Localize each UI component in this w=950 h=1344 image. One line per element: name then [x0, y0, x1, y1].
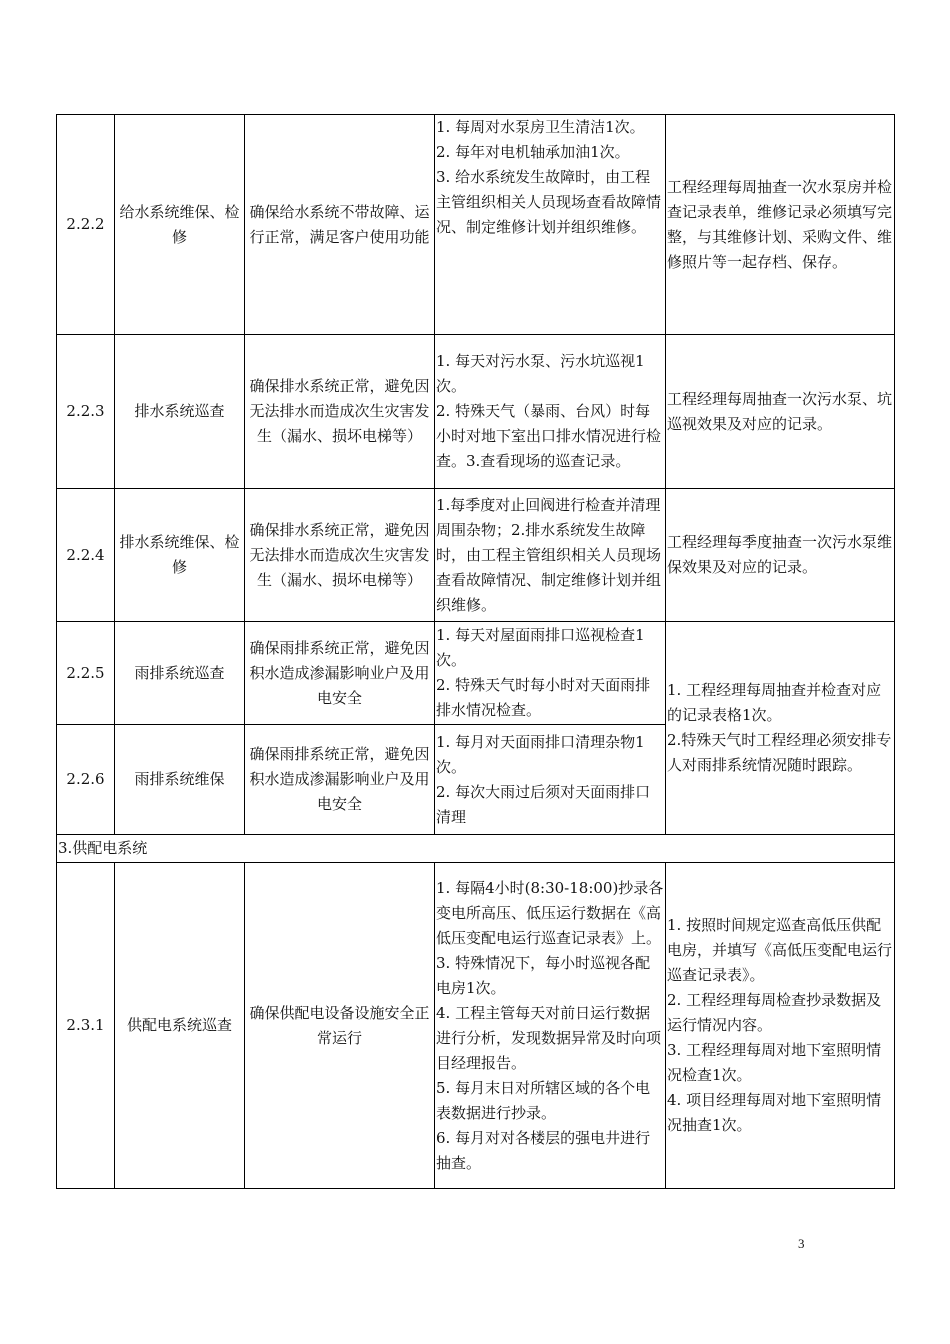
item-goal: 确保给水系统不带故障、运行正常，满足客户使用功能 [245, 115, 435, 335]
item-standard [435, 335, 666, 489]
item-standard [435, 863, 666, 1189]
item-number: 2.2.5 [57, 622, 115, 725]
standard-line: 6. 每月对对各楼层的强电井进行抽查。 [436, 1128, 651, 1172]
item-standard [435, 622, 666, 725]
standard-line: 1. 每周对水泵房卫生清洁1次。 [436, 118, 645, 136]
check-line: 2. 工程经理每周检查抄录数据及运行情况内容。 [667, 991, 882, 1034]
standard-line: 2. 每年对电机轴承加油1次。 [436, 143, 630, 161]
check-line: 工程经理每周抽查一次污水泵、坑巡视效果及对应的记录。 [667, 389, 893, 433]
item-number: 2.2.4 [57, 489, 115, 622]
item-goal: 确保排水系统正常，避免因无法排水而造成次生灾害发生（漏水、损坏电梯等） [245, 335, 435, 489]
item-name: 雨排系统巡查 [115, 622, 245, 725]
item-goal: 确保供配电设备设施安全正常运行 [245, 863, 435, 1189]
item-standard [435, 725, 666, 835]
item-goal: 确保雨排系统正常，避免因积水造成渗漏影响业户及用电安全 [245, 622, 435, 725]
standard-line: 4. 工程主管每天对前日运行数据进行分析，发现数据异常及时向项目经理报告。 [436, 1003, 662, 1072]
item-name: 排水系统巡查 [115, 335, 245, 489]
item-name: 给水系统维保、检修 [115, 115, 245, 335]
check-line: 工程经理每季度抽查一次污水泵维保效果及对应的记录。 [667, 533, 893, 576]
item-check [666, 115, 895, 335]
standard-line: 1. 每天对污水泵、污水坑巡视1次。 [436, 352, 645, 395]
check-line: 工程经理每周抽查一次水泵房并检查记录表单，维修记录必须填写完整，与其维修计划、采购文件、维修照片等一起存档、保存。 [667, 177, 893, 271]
standard-line: 1. 每天对屋面雨排口巡视检查1次。 [436, 626, 645, 669]
page-number: 3 [798, 1236, 805, 1251]
standard-line: 1.每季度对止回阀进行检查并清理周围杂物；2.排水系统发生故障时，由工程主管组织相关人员现场查看故障情况、制定维修计划并组织维修。 [436, 495, 662, 614]
table-row [57, 335, 895, 489]
standard-line: 5. 每月末日对所辖区域的各个电表数据进行抄录。 [436, 1078, 651, 1122]
item-check [666, 622, 895, 835]
standard-line: 2. 特殊天气（暴雨、台风）时每小时对地下室出口排水情况进行检查。3.查看现场的巡查记录。 [436, 402, 662, 470]
item-number: 2.3.1 [57, 863, 115, 1189]
standard-line: 2. 每次大雨过后须对天面雨排口清理 [436, 782, 651, 826]
check-line: 1. 按照时间规定巡查高低压供配电房，并填写《高低压变配电运行巡查记录表》。 [667, 916, 893, 984]
item-number: 2.2.3 [57, 335, 115, 489]
item-number: 2.2.2 [57, 115, 115, 335]
item-standard [435, 115, 666, 335]
item-name: 供配电系统巡查 [115, 863, 245, 1189]
standard-line: 2. 特殊天气时每小时对天面雨排排水情况检查。 [436, 676, 651, 719]
check-line: 1. 工程经理每周抽查并检查对应的记录表格1次。 [667, 681, 882, 724]
maintenance-table [56, 114, 895, 1189]
table-row [57, 489, 895, 622]
section-heading: 3.供配电系统 [57, 835, 895, 863]
standard-line: 3. 特殊情况下，每小时巡视各配电房1次。 [436, 953, 651, 997]
standard-line: 1. 每隔4小时(8:30-18:00)抄录各变电所高压、低压运行数据在《高低压变配电运行巡查记录表》上。 [436, 878, 664, 947]
table-row [57, 863, 895, 1189]
item-check [666, 863, 895, 1189]
item-number: 2.2.6 [57, 725, 115, 835]
item-name: 排水系统维保、检修 [115, 489, 245, 622]
item-check [666, 335, 895, 489]
check-line: 3. 工程经理每周对地下室照明情况检查1次。 [667, 1041, 882, 1084]
check-line: 2.特殊天气时工程经理必须安排专人对雨排系统情况随时跟踪。 [667, 731, 892, 774]
table-row [57, 622, 895, 725]
item-goal: 确保排水系统正常，避免因无法排水而造成次生灾害发生（漏水、损坏电梯等） [245, 489, 435, 622]
item-check [666, 489, 895, 622]
table-row [57, 115, 895, 335]
standard-line: 1. 每月对天面雨排口清理杂物1次。 [436, 732, 645, 776]
item-standard [435, 489, 666, 622]
section-row [57, 835, 895, 863]
item-name: 雨排系统维保 [115, 725, 245, 835]
item-goal: 确保雨排系统正常，避免因积水造成渗漏影响业户及用电安全 [245, 725, 435, 835]
check-line: 4. 项目经理每周对地下室照明情况抽查1次。 [667, 1091, 882, 1134]
standard-line: 3. 给水系统发生故障时，由工程主管组织相关人员现场查看故障情况、制定维修计划并组织维修。 [436, 168, 662, 236]
